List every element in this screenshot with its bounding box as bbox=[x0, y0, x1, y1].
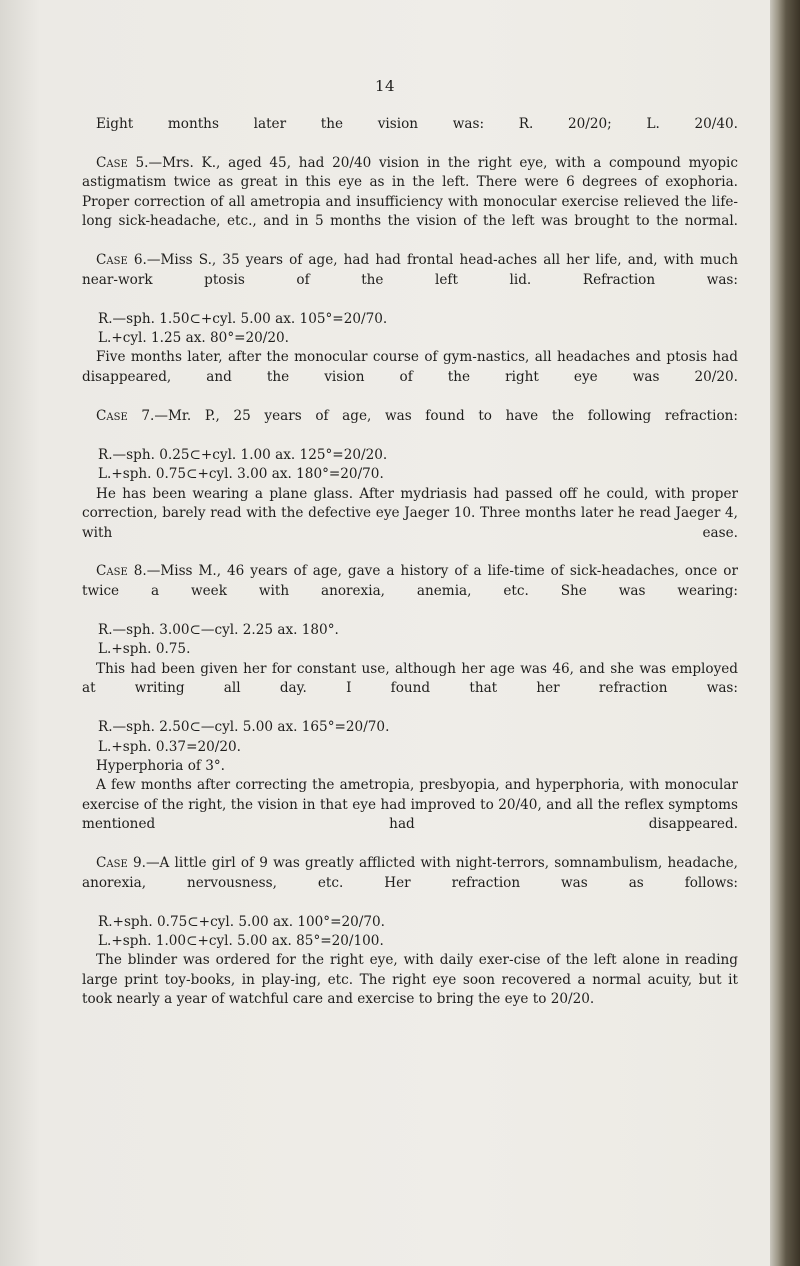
finding-line: Hyperphoria of 3°. bbox=[96, 757, 225, 774]
refraction-line: L.+cyl. 1.25 ax. 80°=20/20. bbox=[98, 329, 290, 346]
case-paragraph: Case 5.—Mrs. K., aged 45, had 20/40 vision in the right eye, with a compound myopic astigmatism twice as great in this eye as in the left. There were 6 degrees of exophoria. Proper correction of all ametropia and insufficiency with monocular exercise relieved the life-long sick-headache, etc., and in 5 months the vision of the left was brought to the normal. bbox=[82, 154, 738, 230]
refraction-line: L.+sph. 0.75⊂+cyl. 3.00 ax. 180°=20/70. bbox=[98, 466, 384, 483]
refraction-line: R.+sph. 0.75⊂+cyl. 5.00 ax. 100°=20/70. bbox=[98, 913, 385, 930]
case-heading: Case 5. bbox=[96, 154, 149, 171]
paragraph: He has been wearing a plane glass. After mydriasis had passed off he could, with proper correction, barely read with the defective eye Jaeger 10. Three months later he read Jaeger 4, with ease. bbox=[82, 485, 738, 541]
case-paragraph: Case 6.—Miss S., 35 years of age, had had frontal head-aches all her life, and, with much near-work ptosis of the left lid. Refraction was: bbox=[82, 252, 738, 288]
paragraph: A few months after correcting the ametropia, presbyopia, and hyperphoria, with monocular exercise of the right, the vision in that eye had improved to 20/40, and all the reflex symptoms mentioned had disappeared. bbox=[82, 777, 738, 833]
case-heading: Case 8. bbox=[96, 563, 147, 580]
refraction-line: L.+sph. 0.37=20/20. bbox=[98, 738, 241, 755]
paragraph: Eight months later the vision was: R. 20/20; L. 20/40. bbox=[96, 116, 738, 132]
page-edge-shadow bbox=[770, 0, 800, 1266]
paragraph: Five months later, after the monocular course of gym-nastics, all headaches and ptosis had disappeared, and the vision of the right eye was 20/20. bbox=[82, 349, 738, 385]
paragraph: This had been given her for constant use, although her age was 46, and she was employed at writing all day. I found that her refraction was: bbox=[82, 660, 738, 697]
refraction-line: R.—sph. 1.50⊂+cyl. 5.00 ax. 105°=20/70. bbox=[98, 310, 388, 327]
page-number: 14 bbox=[374, 77, 396, 95]
case-paragraph: Case 9.—A little girl of 9 was greatly afflicted with night-terrors, somnambulism, headache, anorexia, nervousness, etc. Her refraction was as follows: bbox=[82, 855, 738, 891]
refraction-line: R.—sph. 0.25⊂+cyl. 1.00 ax. 125°=20/20. bbox=[98, 446, 388, 463]
case-heading: Case 9. bbox=[96, 855, 146, 872]
paragraph: The blinder was ordered for the right eye, with daily exer-cise of the left alone in reading large print toy-books, in play-ing, etc. The right eye soon recovered a normal acuity, but it took nearly a year of watchful care and exercise to bring the eye to 20/20. bbox=[82, 952, 738, 1008]
refraction-line: L.+sph. 0.75. bbox=[98, 641, 191, 658]
case-paragraph: Case 8.—Miss M., 46 years of age, gave a history of a life-time of sick-headaches, once or twice a week with anorexia, anemia, etc. She was wearing: bbox=[82, 563, 738, 599]
refraction-line: L.+sph. 1.00⊂+cyl. 5.00 ax. 85°=20/100. bbox=[98, 933, 384, 950]
case-heading: Case 7. bbox=[96, 407, 155, 424]
body-text bbox=[82, 115, 738, 1010]
refraction-line: R.—sph. 3.00⊂—cyl. 2.25 ax. 180°. bbox=[98, 621, 339, 638]
case-heading: Case 6. bbox=[96, 252, 147, 269]
case-paragraph: Case 7.—Mr. P., 25 years of age, was found to have the following refraction: bbox=[96, 407, 738, 424]
refraction-line: R.—sph. 2.50⊂—cyl. 5.00 ax. 165°=20/70. bbox=[98, 719, 390, 736]
